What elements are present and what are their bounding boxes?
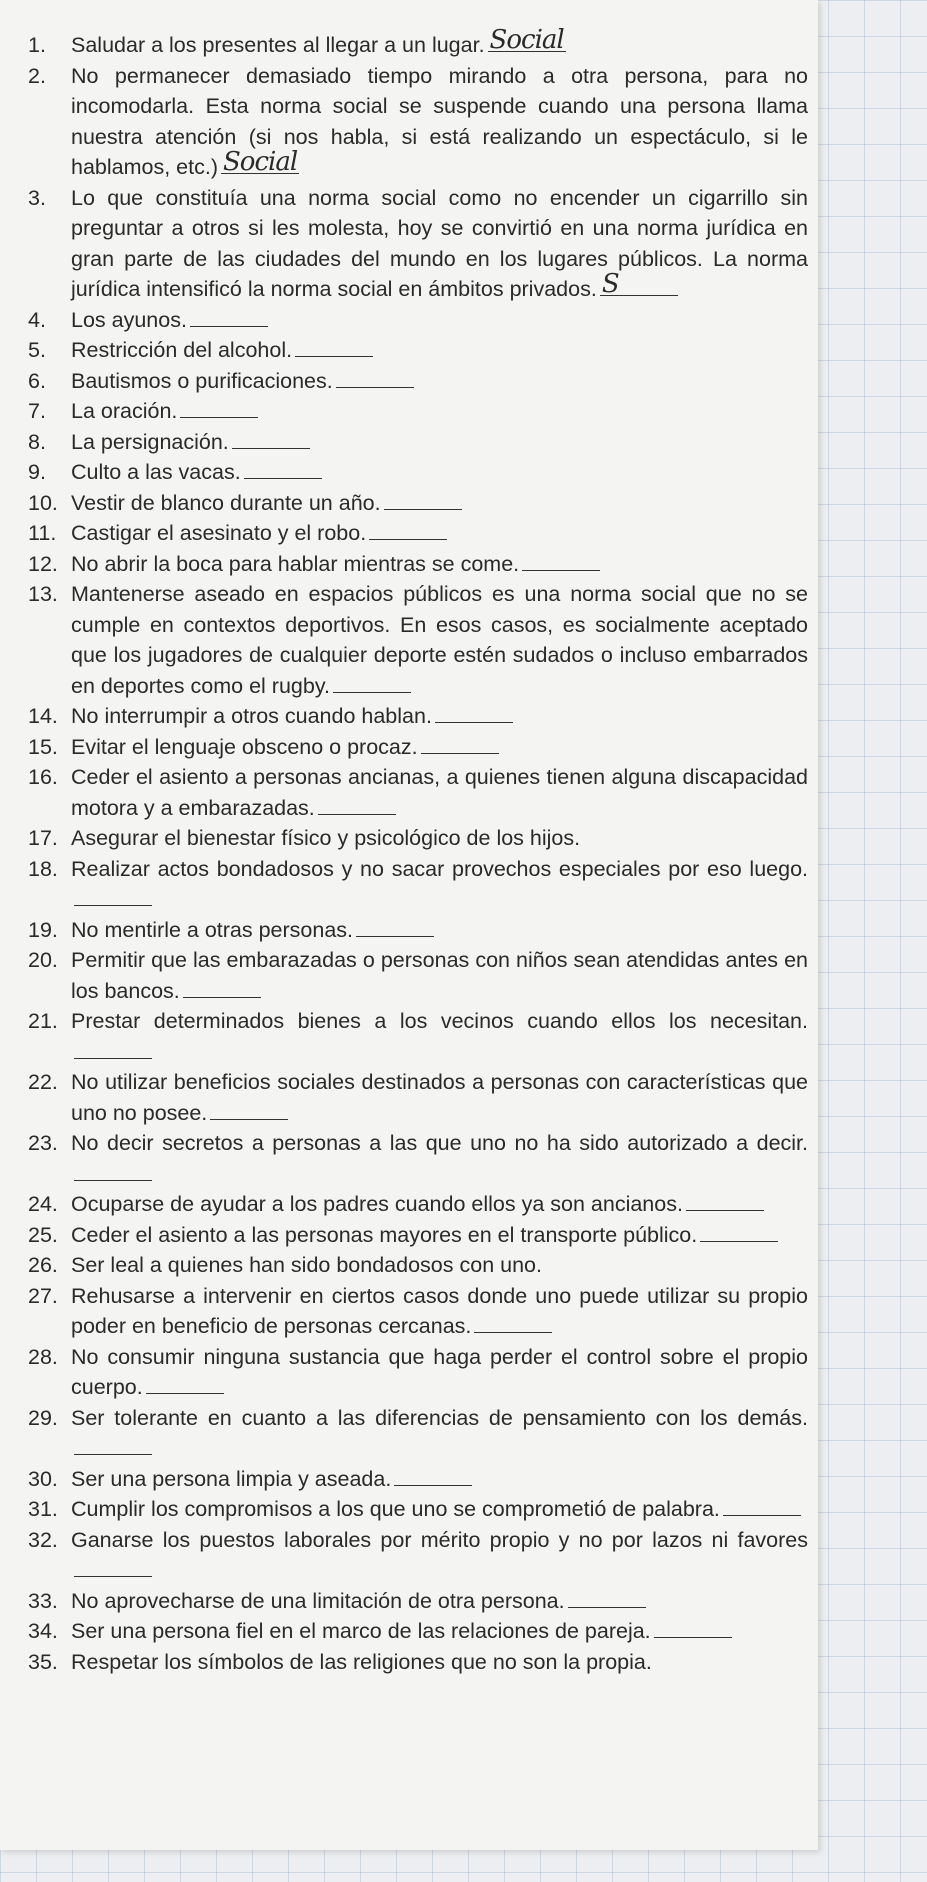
- item-text: [71, 1342, 808, 1403]
- item-number: 17.: [28, 826, 58, 850]
- item-number: 25.: [28, 1222, 58, 1247]
- list-item: [28, 1220, 808, 1251]
- list-item: [28, 396, 808, 427]
- item-text: [71, 1220, 808, 1251]
- answer-blank[interactable]: [435, 702, 513, 723]
- item-text: [71, 915, 808, 946]
- list-item: [28, 1250, 808, 1281]
- item-number: 7.: [28, 399, 46, 423]
- item-statement: Cumplir los compromisos a los que uno se comprometió de palabra.: [71, 1497, 720, 1521]
- item-statement: Restricción del alcohol.: [71, 338, 293, 362]
- item-number: 34.: [28, 1619, 58, 1643]
- item-statement: Evitar el lenguaje obsceno o procaz.: [71, 734, 418, 759]
- item-statement: La oración.: [71, 399, 178, 423]
- answer-blank[interactable]: [146, 1373, 224, 1394]
- item-text: [71, 396, 808, 427]
- item-statement: No abrir la boca para hablar mientras se come.: [71, 551, 520, 576]
- answer-blank[interactable]: [244, 458, 322, 479]
- list-item: [28, 1525, 808, 1586]
- item-number: 9.: [28, 460, 46, 484]
- item-text: [71, 366, 808, 397]
- answer-blank[interactable]: [474, 1312, 552, 1333]
- item-statement: No decir secretos a personas a las que uno no ha sido autorizado a decir.: [71, 1131, 808, 1155]
- item-number: 12.: [28, 551, 58, 576]
- list-item: [28, 1647, 808, 1678]
- list-item: [28, 1281, 808, 1342]
- item-statement: No permanecer demasiado tiempo mirando a otra persona, para no incomodarla. Esta norma social se suspende cuando una persona llama nuestra atención (si nos habla, si está realizando un espectáculo, si le hablamos, etc.): [71, 63, 808, 179]
- item-number: 3.: [28, 185, 46, 210]
- item-text: [71, 488, 808, 519]
- item-text: [71, 1464, 808, 1495]
- item-text: [71, 518, 808, 549]
- handwritten-answer: Social: [222, 146, 298, 177]
- item-text: [71, 1067, 808, 1128]
- item-text: [71, 1647, 808, 1678]
- list-item: [28, 1067, 808, 1128]
- item-number: 2.: [28, 63, 46, 88]
- item-statement: Rehusarse a intervenir en ciertos casos donde uno puede utilizar su propio poder en beneficio de personas cercanas.: [71, 1283, 808, 1338]
- handwritten-answer: Social: [489, 24, 564, 55]
- item-number: 18.: [28, 856, 58, 881]
- item-number: 35.: [28, 1649, 58, 1674]
- item-statement: Saludar a los presentes al llegar a un lugar.: [71, 33, 485, 57]
- item-text: [71, 823, 808, 854]
- item-text: [71, 945, 808, 1006]
- item-number: 1.: [28, 33, 46, 57]
- item-statement: No mentirle a otras personas.: [71, 917, 354, 942]
- item-statement: No consumir ninguna sustancia que haga perder el control sobre el propio cuerpo.: [71, 1344, 808, 1399]
- item-statement: Ganarse los puestos laborales por mérito propio y no por lazos ni favores: [71, 1527, 808, 1552]
- item-text: [71, 305, 808, 336]
- item-text: [71, 183, 808, 305]
- item-text: [71, 61, 808, 183]
- item-statement: Castigar el asesinato y el robo.: [71, 521, 367, 545]
- answer-blank[interactable]: [74, 885, 152, 906]
- list-item: [28, 518, 808, 549]
- item-number: 30.: [28, 1466, 58, 1491]
- answer-blank[interactable]: [654, 1617, 732, 1638]
- item-text: [71, 1128, 808, 1189]
- item-text: [71, 1525, 808, 1586]
- item-number: 15.: [28, 734, 58, 759]
- answer-blank[interactable]: [568, 1587, 646, 1608]
- item-statement: No interrumpir a otros cuando hablan.: [71, 704, 432, 728]
- list-item: [28, 701, 808, 732]
- list-item: [28, 1403, 808, 1464]
- list-item: [28, 183, 808, 305]
- item-number: 21.: [28, 1009, 58, 1033]
- item-statement: Ocuparse de ayudar a los padres cuando ellos ya son ancianos.: [71, 1192, 683, 1216]
- list-item: [28, 1006, 808, 1067]
- item-text: [71, 1006, 808, 1067]
- item-number: 33.: [28, 1588, 58, 1613]
- list-item: [28, 854, 808, 915]
- item-number: 4.: [28, 307, 46, 332]
- list-item: [28, 1616, 808, 1647]
- item-statement: Ser una persona fiel en el marco de las relaciones de pareja.: [71, 1619, 651, 1643]
- item-statement: No aprovecharse de una limitación de otra persona.: [71, 1588, 565, 1613]
- item-statement: Permitir que las embarazadas o personas con niños sean atendidas antes en los bancos.: [71, 948, 808, 1003]
- item-statement: Ser leal a quienes han sido bondadosos con uno.: [71, 1253, 542, 1277]
- handwritten-answer: S: [601, 268, 619, 299]
- item-number: 11.: [28, 521, 57, 545]
- item-text: [71, 457, 808, 488]
- item-number: 24.: [28, 1192, 58, 1216]
- answer-blank[interactable]: [74, 1038, 152, 1059]
- item-statement: Vestir de blanco durante un año.: [71, 490, 381, 515]
- list-item: [28, 305, 808, 336]
- answer-blank[interactable]: [488, 24, 566, 55]
- answer-blank[interactable]: [210, 1099, 288, 1120]
- item-text: [71, 335, 808, 366]
- list-item: [28, 762, 808, 823]
- item-statement: Prestar determinados bienes a los vecinos cuando ellos los necesitan.: [71, 1009, 808, 1033]
- answer-blank[interactable]: [384, 489, 462, 510]
- item-statement: Asegurar el bienestar físico y psicológico de los hijos.: [71, 826, 581, 850]
- answer-blank[interactable]: [180, 397, 258, 418]
- answer-blank[interactable]: [356, 916, 434, 937]
- list-item: [28, 549, 808, 580]
- item-text: [71, 1281, 808, 1342]
- item-text: [71, 427, 808, 458]
- item-statement: Culto a las vacas.: [71, 460, 241, 484]
- item-number: 23.: [28, 1131, 58, 1155]
- answer-blank[interactable]: [74, 1160, 152, 1181]
- item-number: 10.: [28, 490, 58, 515]
- answer-blank[interactable]: [221, 146, 299, 177]
- answer-blank[interactable]: [686, 1190, 764, 1211]
- item-statement: Lo que constituía una norma social como no encender un cigarrillo sin preguntar a otros si les molesta, hoy se convirtió en una norma jurídica en gran parte de las ciudades del mundo en los lugares públicos. La norma jurídica intensificó la norma social en ámbitos privados.: [71, 185, 808, 301]
- item-number: 16.: [28, 765, 58, 789]
- item-text: [71, 1494, 808, 1525]
- list-item: [28, 823, 808, 854]
- item-statement: Ser tolerante en cuanto a las diferencias de pensamiento con los demás.: [71, 1405, 808, 1430]
- list-item: [28, 427, 808, 458]
- item-text: [71, 1616, 808, 1647]
- item-number: 14.: [28, 704, 58, 728]
- list-item: [28, 1464, 808, 1495]
- item-number: 27.: [28, 1283, 58, 1308]
- item-text: [71, 579, 808, 701]
- list-item: [28, 945, 808, 1006]
- answer-blank[interactable]: [723, 1495, 801, 1516]
- item-statement: Ceder el asiento a las personas mayores en el transporte público.: [71, 1222, 698, 1247]
- item-text: [71, 854, 808, 915]
- item-number: 29.: [28, 1405, 58, 1430]
- list-item: [28, 732, 808, 763]
- answer-blank[interactable]: [421, 733, 499, 754]
- list-item: [28, 1128, 808, 1189]
- list-item: [28, 61, 808, 183]
- item-statement: Realizar actos bondadosos y no sacar provechos especiales por eso luego.: [71, 856, 808, 881]
- list-item: [28, 457, 808, 488]
- list-item: [28, 1342, 808, 1403]
- list-item: [28, 366, 808, 397]
- item-number: 22.: [28, 1070, 58, 1094]
- item-text: [71, 1250, 808, 1281]
- item-text: [71, 762, 808, 823]
- item-statement: La persignación.: [71, 429, 229, 454]
- item-text: [71, 1586, 808, 1617]
- item-statement: No utilizar beneficios sociales destinados a personas con características que uno no posee.: [71, 1070, 808, 1125]
- answer-blank[interactable]: [295, 336, 373, 357]
- item-text: [71, 549, 808, 580]
- answer-blank[interactable]: [74, 1556, 152, 1577]
- norms-list: [28, 24, 808, 1677]
- list-item: [28, 1189, 808, 1220]
- answer-blank[interactable]: [700, 1221, 778, 1242]
- answer-blank[interactable]: [336, 367, 414, 388]
- item-number: 8.: [28, 429, 46, 454]
- item-number: 26.: [28, 1253, 58, 1277]
- answer-blank[interactable]: [369, 519, 447, 540]
- answer-blank[interactable]: [600, 268, 678, 299]
- item-text: [71, 701, 808, 732]
- item-number: 31.: [28, 1497, 58, 1521]
- item-number: 19.: [28, 917, 58, 942]
- item-statement: Respetar los símbolos de las religiones que no son la propia.: [71, 1649, 652, 1674]
- item-text: [71, 24, 808, 61]
- list-item: [28, 1586, 808, 1617]
- item-number: 13.: [28, 582, 58, 606]
- item-statement: Los ayunos.: [71, 307, 187, 332]
- answer-blank[interactable]: [74, 1434, 152, 1455]
- answer-blank[interactable]: [318, 794, 396, 815]
- item-statement: Ceder el asiento a personas ancianas, a quienes tienen alguna discapacidad motora y a embarazadas.: [71, 765, 808, 820]
- item-number: 32.: [28, 1527, 58, 1552]
- item-number: 6.: [28, 368, 46, 393]
- list-item: [28, 488, 808, 519]
- item-number: 20.: [28, 948, 58, 972]
- item-number: 5.: [28, 338, 46, 362]
- answer-blank[interactable]: [333, 672, 411, 693]
- answer-blank[interactable]: [522, 550, 600, 571]
- list-item: [28, 24, 808, 61]
- item-statement: Ser una persona limpia y aseada.: [71, 1466, 392, 1491]
- item-number: 28.: [28, 1344, 58, 1369]
- list-item: [28, 915, 808, 946]
- answer-blank[interactable]: [232, 428, 310, 449]
- answer-blank[interactable]: [190, 306, 268, 327]
- item-text: [71, 732, 808, 763]
- list-item: [28, 579, 808, 701]
- item-text: [71, 1403, 808, 1464]
- item-text: [71, 1189, 808, 1220]
- list-item: [28, 335, 808, 366]
- list-item: [28, 1494, 808, 1525]
- answer-blank[interactable]: [183, 977, 261, 998]
- answer-blank[interactable]: [394, 1465, 472, 1486]
- item-statement: Mantenerse aseado en espacios públicos es una norma social que no se cumple en contextos deportivos. En esos casos, es socialmente aceptado que los jugadores de cualquier deporte estén sudados o incluso embarrados en deportes como el rugby.: [71, 582, 808, 698]
- item-statement: Bautismos o purificaciones.: [71, 368, 333, 393]
